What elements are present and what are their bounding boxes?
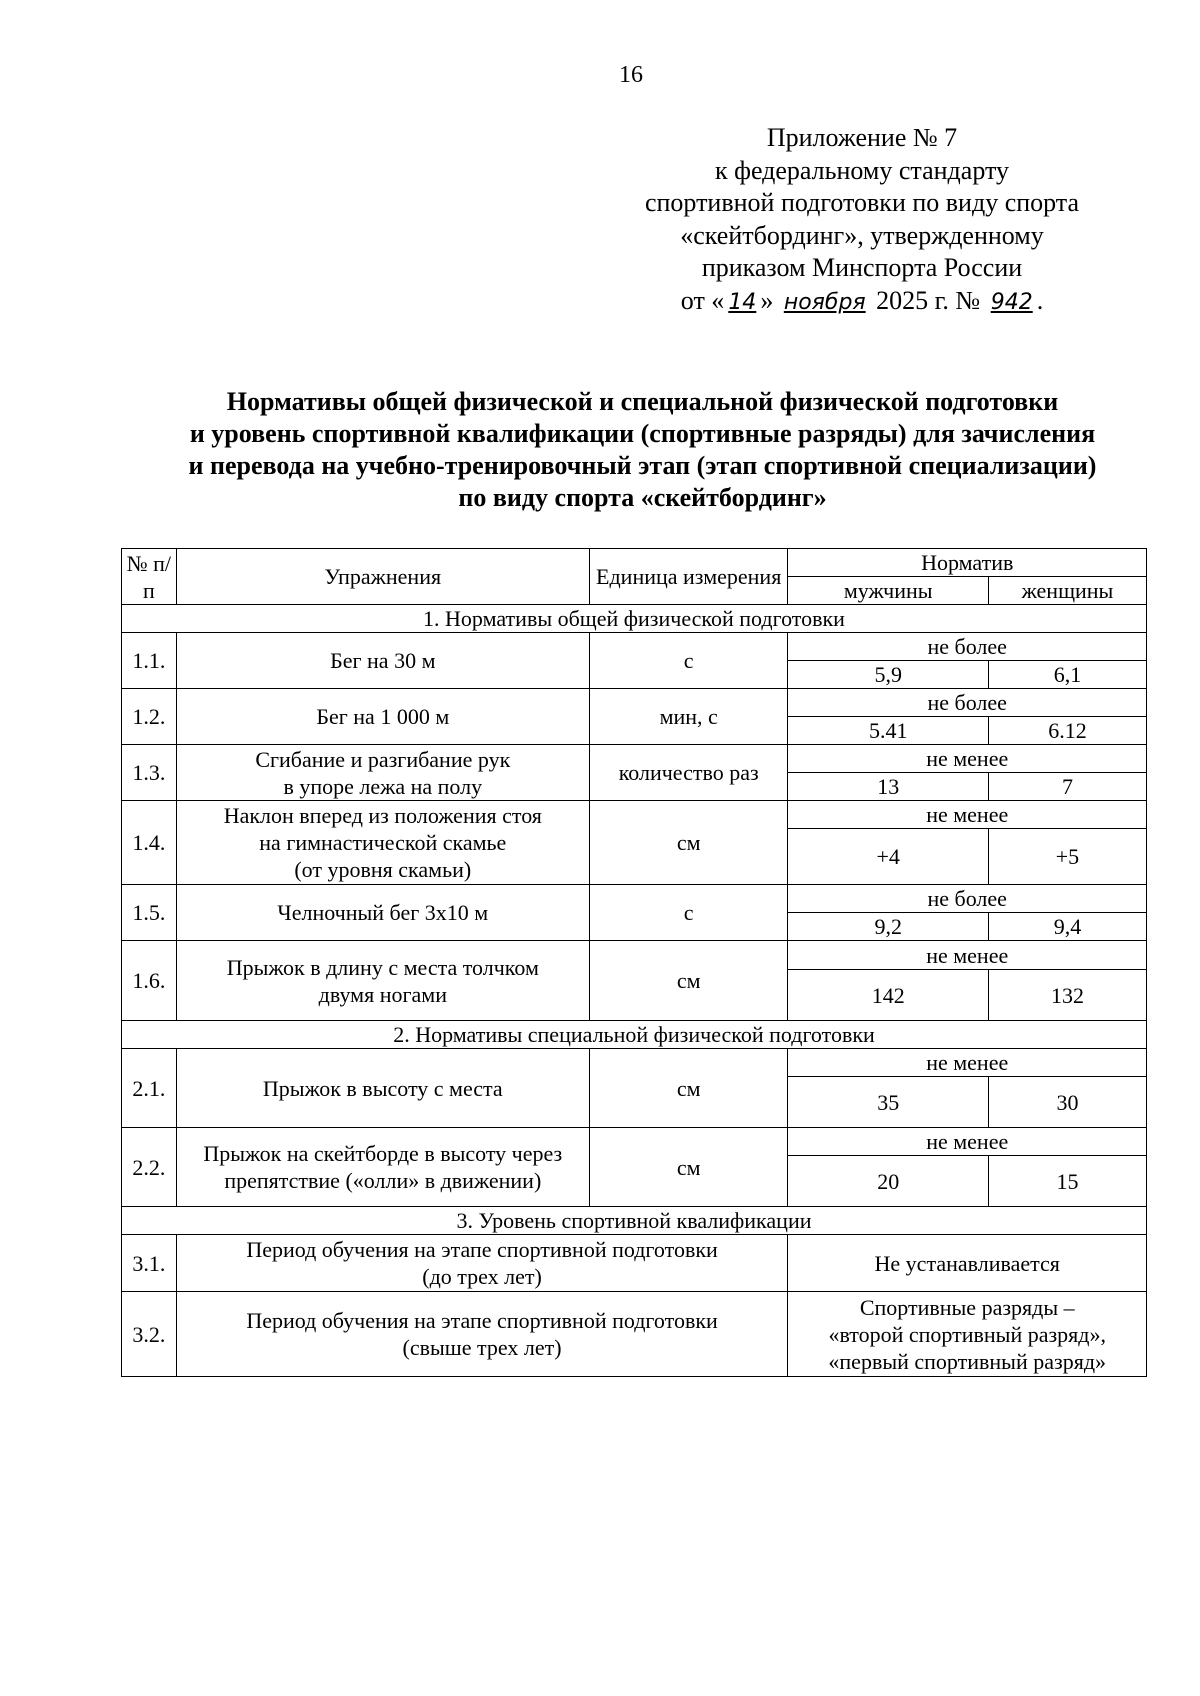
section-title: 1. Нормативы общей физической подготовки (122, 605, 1147, 633)
row-number: 1.4. (122, 801, 177, 885)
exercise-line: Наклон вперед из положения стоя (223, 803, 542, 828)
table-row (122, 1049, 1147, 1077)
row-number: 3.2. (122, 1292, 177, 1377)
qualification-requirement (788, 1235, 1147, 1292)
value-men: 20 (788, 1156, 989, 1207)
norm-condition: не более (788, 689, 1147, 717)
exercise-name (176, 633, 589, 689)
page-number: 16 (619, 62, 643, 88)
requirement-line: Не устанавливается (874, 1250, 1060, 1276)
table-header-row (122, 549, 1147, 577)
exercise-line: двумя ногами (318, 981, 447, 1007)
appendix-line: «скейтбординг», утвержденному (680, 220, 1044, 250)
table-row (122, 633, 1147, 661)
period-line: (свыше трех лет) (402, 1335, 562, 1360)
document-title (100, 386, 1185, 514)
qualification-requirement (788, 1292, 1147, 1377)
table-row (122, 745, 1147, 773)
row-number: 1.5. (122, 885, 177, 941)
requirement-line: «первый спортивный разряд» (828, 1348, 1107, 1374)
handwritten-order-number: 942 (990, 289, 1033, 315)
value-men: +4 (788, 829, 989, 885)
handwritten-month: ноября (783, 289, 866, 315)
appendix-date-line (582, 285, 1142, 320)
date-year: 2025 г. № (876, 285, 981, 315)
section-row (122, 1021, 1147, 1049)
row-number: 1.3. (122, 745, 177, 801)
norm-condition: не более (788, 885, 1147, 913)
header-exercise: Упражнения (176, 549, 589, 605)
unit: количество раз (589, 745, 788, 801)
appendix-line: Приложение № 7 (766, 123, 958, 152)
table-row (122, 1292, 1147, 1377)
norm-condition: не более (788, 633, 1147, 661)
exercise-line: Прыжок на скейтборде в высоту через (203, 1141, 563, 1166)
section-title: 2. Нормативы специальной физической подготовки (122, 1021, 1147, 1049)
exercise-line: на гимнастической скамье (259, 830, 507, 855)
title-line: Нормативы общей физической и специальной физической подготовки (226, 387, 1059, 416)
requirement-line: Спортивные разряды – (859, 1294, 1075, 1320)
norm-condition: не менее (788, 801, 1147, 829)
value-women: 132 (988, 970, 1146, 1021)
exercise-line: Бег на 30 м (330, 648, 436, 673)
exercise-line: Челночный бег 3х10 м (277, 900, 489, 925)
table-row (122, 801, 1147, 829)
exercise-name (176, 745, 589, 801)
exercise-name (176, 941, 589, 1021)
value-men: 5.41 (788, 717, 989, 745)
handwritten-day: 14 (728, 289, 757, 315)
value-women: 30 (988, 1077, 1146, 1128)
norm-condition: не менее (788, 941, 1147, 970)
table-row (122, 1128, 1147, 1156)
value-men: 5,9 (788, 661, 989, 689)
requirement-line: «второй спортивный разряд», (828, 1321, 1106, 1347)
table-row (122, 689, 1147, 717)
norms-table (121, 548, 1147, 1377)
exercise-line: препятствие («олли» в движении) (224, 1168, 542, 1193)
title-line: и перевода на учебно-тренировочный этап (этап спортивной специализации) (188, 451, 1097, 480)
qualification-period (176, 1235, 788, 1292)
period-line: Период обучения на этапе спортивной подготовки (246, 1237, 718, 1262)
period-line: Период обучения на этапе спортивной подготовки (246, 1308, 718, 1333)
exercise-name (176, 801, 589, 885)
appendix-line: спортивной подготовки по виду спорта (644, 188, 1080, 217)
row-number: 3.1. (122, 1235, 177, 1292)
unit: см (589, 941, 788, 1021)
value-women: 15 (988, 1156, 1146, 1207)
value-men: 9,2 (788, 913, 989, 941)
exercise-line: Сгибание и разгибание рук (255, 746, 511, 772)
value-men: 13 (788, 773, 989, 801)
norm-condition: не менее (788, 1049, 1147, 1077)
appendix-line: к федеральному стандарту (714, 155, 1010, 185)
section-row (122, 605, 1147, 633)
exercise-line: Прыжок в длину с места толчком (226, 954, 539, 980)
section-row (122, 1207, 1147, 1235)
table-row (122, 941, 1147, 970)
header-norm: Норматив (788, 549, 1147, 577)
exercise-line: Прыжок в высоту с места (262, 1075, 503, 1101)
header-men: мужчины (788, 577, 989, 605)
period-line: (до трех лет) (422, 1264, 542, 1289)
exercise-name (176, 885, 589, 941)
unit: с (589, 633, 788, 689)
row-number: 1.6. (122, 941, 177, 1021)
table-row (122, 1235, 1147, 1292)
exercise-line: (от уровня скамьи) (294, 857, 472, 882)
value-women: 6.12 (988, 717, 1146, 745)
date-prefix: от « (680, 285, 725, 315)
appendix-block (582, 122, 1142, 319)
header-unit: Единица измерения (589, 549, 788, 605)
unit: см (589, 1049, 788, 1128)
norm-condition: не менее (788, 745, 1147, 773)
date-end: . (1036, 285, 1044, 315)
qualification-period (176, 1292, 788, 1377)
value-women: 6,1 (988, 661, 1146, 689)
title-line: по виду спорта «скейтбординг» (458, 483, 827, 512)
norm-condition: не менее (788, 1128, 1147, 1156)
exercise-line: Бег на 1 000 м (316, 704, 450, 729)
value-men: 142 (788, 970, 989, 1021)
appendix-line: приказом Минспорта России (701, 253, 1023, 282)
unit: см (589, 1128, 788, 1207)
row-number: 1.2. (122, 689, 177, 745)
value-women: 7 (988, 773, 1146, 801)
date-mid: » (760, 285, 774, 315)
exercise-name (176, 1049, 589, 1128)
exercise-line: в упоре лежа на полу (283, 773, 483, 799)
value-women: +5 (988, 829, 1146, 885)
row-number: 2.2. (122, 1128, 177, 1207)
title-line: и уровень спортивной квалификации (спортивные разряды) для зачисления (189, 419, 1096, 448)
value-men: 35 (788, 1077, 989, 1128)
row-number: 2.1. (122, 1049, 177, 1128)
row-number: 1.1. (122, 633, 177, 689)
exercise-name (176, 1128, 589, 1207)
header-women: женщины (988, 577, 1146, 605)
section-title: 3. Уровень спортивной квалификации (122, 1207, 1147, 1235)
header-num: № п/п (122, 549, 177, 605)
unit: см (589, 801, 788, 885)
unit: мин, с (589, 689, 788, 745)
value-women: 9,4 (988, 913, 1146, 941)
table-row (122, 885, 1147, 913)
exercise-name (176, 689, 589, 745)
unit: с (589, 885, 788, 941)
